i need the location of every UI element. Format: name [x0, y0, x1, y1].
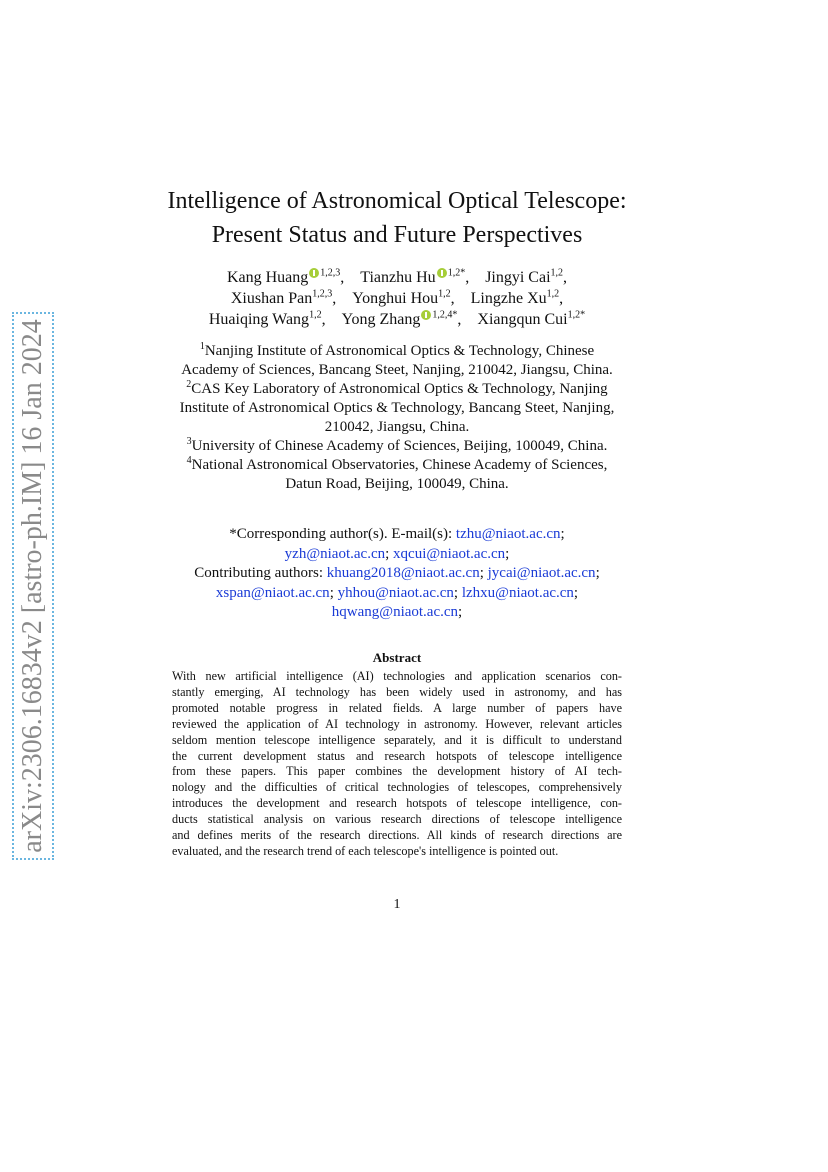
author-lingzhe-xu: Lingzhe Xu$^{1,2}$, — [470, 288, 564, 307]
author-yong-zhang: Yong Zhang $^{1,2,4*}$, — [341, 309, 462, 328]
email-link[interactable]: khuang2018@niaot.ac.cn — [326, 565, 480, 581]
email-link[interactable]: hqwang@niaot.ac.cn — [331, 604, 459, 620]
email-link[interactable]: tzhu@niaot.ac.cn — [455, 526, 561, 542]
affiliation-4-cont: Datun Road, Beijing, 100049, China. — [285, 476, 509, 492]
correspondence-block — [0, 525, 794, 623]
email-link[interactable]: yhhou@niaot.ac.cn — [337, 584, 454, 601]
abstract-line: from these papers. This paper combines the development history of AI tech- — [172, 764, 622, 779]
title-line-1: Intelligence of Astronomical Optical Telescope: — [167, 188, 627, 214]
author-huaiqing-wang: Huaiqing Wang$^{1,2}$, — [208, 309, 326, 328]
abstract-line: and defines merits of the research directions. All kinds of research directions are — [172, 828, 622, 843]
email-link[interactable]: xspan@niaot.ac.cn — [215, 584, 330, 601]
contributing-line-3: hqwang@niaot.ac.cn; — [331, 604, 463, 620]
email-link[interactable]: yzh@niaot.ac.cn — [284, 545, 386, 562]
author-yonghui-hou: Yonghui Hou$^{1,2}$, — [352, 288, 455, 307]
affiliation-2: $^2$CAS Key Laboratory of Astronomical Optics & Technology, Nanjing — [186, 379, 608, 397]
author-xiushan-pan: Xiushan Pan$^{1,2,3}$, — [230, 288, 337, 307]
corresponding-line: *Corresponding author(s). E-mail(s): tzhu@niaot.ac.cn; — [229, 526, 565, 542]
abstract-line: nology and the difficulties of critical technologies of telescopes, comprehensively — [172, 780, 622, 795]
affiliation-4: $^4$National Astronomical Observatories, Chinese Academy of Sciences, — [186, 455, 608, 473]
author-jingyi-cai: Jingyi Cai$^{1,2}$, — [485, 267, 568, 286]
affiliation-3: $^3$University of Chinese Academy of Sciences, Beijing, 100049, China. — [186, 436, 608, 454]
abstract-line: seldom mention telescope intelligence separately, and it is difficult to understand — [172, 732, 622, 747]
email-link[interactable]: xqcui@niaot.ac.cn — [393, 545, 506, 562]
abstract-line: promoted notable progress in related fields. A large number of papers have — [172, 700, 622, 715]
abstract-body — [172, 669, 622, 860]
paper-title — [0, 184, 794, 252]
author-tianzhu-hu: Tianzhu Hu $^{1,2*}$, — [360, 267, 470, 286]
abstract-heading: Abstract — [372, 650, 422, 665]
author-line-2 — [0, 288, 794, 309]
email-link[interactable]: lzhxu@niaot.ac.cn — [461, 584, 574, 601]
abstract-line: With new artificial intelligence (AI) technologies and application scenarios con- — [172, 669, 622, 683]
abstract-line: the current development status and research hotspots of telescope intelligence — [172, 748, 622, 763]
corresponding-line-2: yzh@niaot.ac.cn; xqcui@niaot.ac.cn; — [284, 545, 510, 562]
contributing-line: Contributing authors: khuang2018@niaot.ac.cn; jycai@niaot.ac.cn; — [194, 565, 600, 581]
affiliation-2-cont-2: 210042, Jiangsu, China. — [324, 419, 470, 435]
orcid-icon[interactable] — [309, 268, 319, 278]
affiliation-1: $^1$Nanjing Institute of Astronomical Optics & Technology, Chinese — [199, 341, 595, 359]
orcid-icon[interactable] — [421, 310, 431, 320]
abstract-line: reviewed the application of AI technology in astronomy. However, relevant articles — [172, 716, 622, 731]
contributing-line-2: xspan@niaot.ac.cn; yhhou@niaot.ac.cn; lzhxu@niaot.ac.cn; — [215, 584, 579, 601]
contributing-label: Contributing authors: — [194, 565, 324, 581]
affiliation-1-cont: Academy of Sciences, Bancang Steet, Nanjing, 210042, Jiangsu, China. — [181, 362, 613, 378]
page-number: 1 — [393, 897, 401, 912]
author-xiangqun-cui: Xiangqun Cui$^{1,2*}$ — [477, 309, 586, 328]
affiliations — [0, 342, 794, 494]
author-line-3 — [0, 309, 794, 330]
abstract-line: ducts statistical analysis on various research directions of telescope intelligence — [172, 812, 622, 827]
email-link[interactable]: jycai@niaot.ac.cn — [487, 565, 596, 581]
abstract-line: evaluated, and the research trend of each telescope's intelligence is pointed out. — [172, 843, 559, 858]
abstract-line: introduces the development and research hotspots of telescope intelligence, con- — [172, 796, 622, 811]
author-line-1 — [0, 267, 794, 288]
author-kang-huang: Kang Huang $^{1,2,3}$, — [226, 267, 345, 286]
title-line-2: Present Status and Future Perspectives — [211, 222, 583, 248]
corresponding-label: *Corresponding author(s). E-mail(s): — [229, 526, 453, 542]
author-list — [0, 267, 794, 330]
arxiv-identifier[interactable]: arXiv:2306.16834v2 [astro-ph.IM] 16 Jan 2024 — [17, 319, 48, 853]
abstract-line: stantly emerging, AI technology has been widely used in astronomy, and has — [172, 684, 622, 699]
affiliation-2-cont: Institute of Astronomical Optics & Technology, Bancang Steet, Nanjing, — [179, 400, 615, 416]
orcid-icon[interactable] — [437, 268, 447, 278]
